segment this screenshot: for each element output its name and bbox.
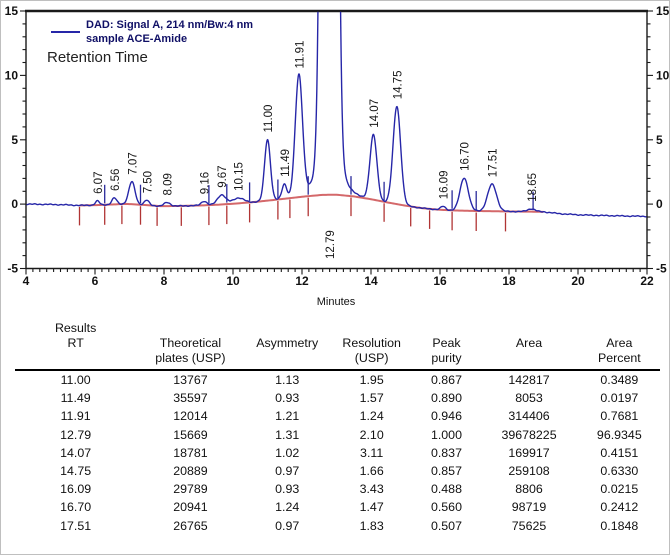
table-row [15, 480, 660, 498]
header-line [15, 336, 660, 351]
table-cell: 17.51 [60, 518, 92, 533]
column-header: Resolution [342, 336, 401, 350]
chromatogram-chart [1, 1, 670, 313]
table-row [15, 498, 660, 516]
y-tick-label-right: -5 [656, 261, 667, 276]
peak-label: 7.50 [142, 170, 155, 194]
table-cell: 0.857 [430, 464, 462, 479]
peak-label: 6.07 [92, 171, 105, 194]
table-cell: 0.507 [430, 518, 462, 533]
y-tick-label-left: 0 [11, 197, 18, 212]
x-axis-title: Minutes [316, 296, 356, 308]
column-header: plates (USP) [155, 351, 226, 365]
peak-label: 16.70 [459, 142, 472, 171]
peak-label: 8.09 [162, 173, 175, 196]
table-row [15, 371, 660, 389]
results-table [15, 321, 660, 535]
peak-label: 14.07 [368, 98, 381, 128]
table-row [15, 517, 660, 535]
peak-label: 12.79 [324, 230, 337, 259]
table-cell: 1.95 [359, 373, 384, 387]
column-header [330, 321, 414, 336]
legend [47, 19, 253, 66]
peak-label: 9.67 [217, 165, 230, 188]
peak-label: 17.51 [487, 148, 500, 178]
table-cell: 0.93 [275, 391, 300, 406]
y-tick-label-left: 5 [11, 132, 18, 147]
table-cell: 11.91 [60, 409, 91, 424]
table-cell: 14.07 [60, 445, 92, 460]
table-cell: 13767 [173, 373, 208, 387]
axis-tick-labels [5, 4, 670, 288]
retention-time-label: Retention Time [47, 49, 148, 66]
column-header [136, 321, 244, 336]
column-header: Percent [597, 351, 641, 365]
table-cell: 1.31 [275, 427, 300, 442]
table-cell: 16.09 [60, 482, 92, 497]
table-cell: 1.83 [359, 518, 384, 533]
table-cell: 0.1848 [600, 518, 639, 533]
table-cell: 1.000 [430, 427, 462, 442]
x-tick-label: 22 [640, 274, 654, 288]
peak-label: 14.75 [392, 70, 405, 100]
table-cell: 0.4151 [600, 445, 639, 460]
table-cell: 2.10 [359, 427, 384, 442]
column-header: RT [67, 336, 84, 350]
table-cell: 14.75 [60, 464, 92, 479]
table-row [15, 389, 660, 407]
column-header [479, 321, 578, 336]
table-cell: 0.97 [275, 518, 300, 533]
table-cell: 75625 [511, 518, 547, 533]
table-cell: 0.0197 [600, 391, 639, 406]
table-cell: 0.6330 [600, 464, 639, 479]
peak-label: 11.00 [263, 104, 275, 133]
table-cell: 0.837 [430, 445, 462, 460]
table-cell: 12.79 [60, 427, 92, 442]
table-cell: 15669 [173, 427, 208, 442]
column-header: purity [431, 351, 462, 365]
y-tick-label-right: 5 [656, 132, 663, 147]
y-tick-label-right: 0 [656, 197, 663, 212]
y-tick-label-left: -5 [7, 261, 18, 276]
header-line [15, 321, 660, 336]
table-cell: 20941 [173, 500, 208, 515]
table-cell: 1.21 [275, 409, 300, 424]
table-cell: 3.11 [360, 445, 384, 460]
x-tick-label: 16 [433, 274, 447, 288]
peak-label: 10.15 [233, 162, 246, 191]
table-row [15, 462, 660, 480]
column-header [245, 351, 330, 366]
table-cell: 1.57 [359, 391, 384, 406]
header-line [15, 351, 660, 366]
table-cell: 0.0215 [600, 482, 639, 497]
table-cell: 11.49 [60, 391, 91, 406]
peak-label: 11.91 [294, 40, 307, 69]
table-cell: 142817 [508, 373, 550, 387]
table-cell: 1.13 [275, 373, 300, 387]
table-cell: 12014 [173, 409, 208, 424]
y-tick-label-right: 10 [656, 68, 670, 83]
table-cell: 96.9345 [596, 427, 642, 442]
column-header: Area [606, 336, 633, 350]
table-cell: 0.93 [275, 482, 300, 497]
table-cell: 1.24 [359, 409, 384, 424]
y-tick-label-left: 15 [4, 4, 18, 18]
x-tick-label: 6 [91, 274, 99, 288]
column-header [579, 321, 660, 336]
column-header: (USP) [354, 351, 389, 365]
table-row [15, 444, 660, 462]
table-cell: 1.66 [359, 464, 384, 479]
y-tick-label-left: 10 [4, 68, 18, 83]
table-cell: 0.2412 [600, 500, 639, 515]
table-cell: 0.867 [430, 373, 462, 387]
column-header: Area [515, 336, 543, 350]
peak-label: 18.65 [526, 173, 539, 202]
x-tick-label: 12 [295, 274, 309, 288]
column-header [245, 321, 330, 336]
table-cell: 1.47 [359, 500, 384, 515]
peak-label: 9.16 [199, 171, 212, 195]
table-cell: 1.24 [275, 500, 300, 515]
legend-signal-text: DAD: Signal A, 214 nm/Bw:4 nm [86, 19, 254, 31]
table-cell: 20889 [173, 464, 208, 479]
table-cell: 1.02 [275, 445, 300, 460]
table-cell: 11.00 [60, 373, 91, 387]
peak-labels [93, 41, 539, 259]
table-cell: 35597 [173, 391, 208, 406]
table-cell: 8806 [515, 482, 543, 497]
table-cell: 0.890 [430, 391, 462, 406]
column-header [15, 351, 136, 366]
peak-label: 7.07 [127, 152, 140, 175]
x-tick-label: 20 [571, 274, 585, 288]
x-tick-label: 8 [160, 274, 168, 288]
column-header: Theoretical [159, 336, 222, 350]
x-tick-label: 10 [226, 274, 240, 288]
table-cell: 29789 [173, 482, 208, 497]
table-cell: 314406 [508, 409, 550, 424]
table-cell: 259108 [508, 464, 550, 479]
column-header: Asymmetry [256, 336, 319, 350]
table-cell: 169917 [508, 445, 550, 460]
legend-sample-text: sample ACE-Amide [86, 33, 188, 45]
table-row [15, 426, 660, 444]
column-header: Peak [432, 336, 461, 350]
table-cell: 0.7681 [600, 409, 639, 424]
table-cell: 16.70 [60, 500, 92, 515]
table-cell: 0.488 [430, 482, 462, 497]
peak-label: 11.49 [279, 148, 292, 177]
x-tick-label: 18 [502, 274, 516, 288]
table-row [15, 407, 660, 425]
table-cell: 39678225 [501, 427, 557, 442]
table-cell: 0.946 [430, 409, 462, 424]
table-cell: 0.560 [430, 500, 462, 515]
column-header [414, 321, 480, 336]
table-cell: 0.3489 [600, 373, 639, 387]
results-table-body [15, 371, 660, 535]
table-cell: 8053 [515, 391, 543, 406]
table-cell: 18781 [173, 445, 208, 460]
table-cell: 0.97 [275, 464, 300, 479]
y-tick-label-right: 15 [656, 4, 670, 18]
table-cell: 26765 [173, 518, 208, 533]
chromatogram-panel [1, 1, 670, 313]
x-tick-label: 14 [364, 274, 378, 288]
x-tick-label: 4 [22, 274, 30, 288]
results-table-header [15, 321, 660, 371]
column-header [479, 351, 578, 366]
column-header: Results [54, 321, 97, 335]
table-cell: 3.43 [359, 482, 384, 497]
table-cell: 98719 [511, 500, 547, 515]
peak-label: 6.56 [109, 168, 122, 191]
peak-label: 16.09 [438, 170, 451, 200]
